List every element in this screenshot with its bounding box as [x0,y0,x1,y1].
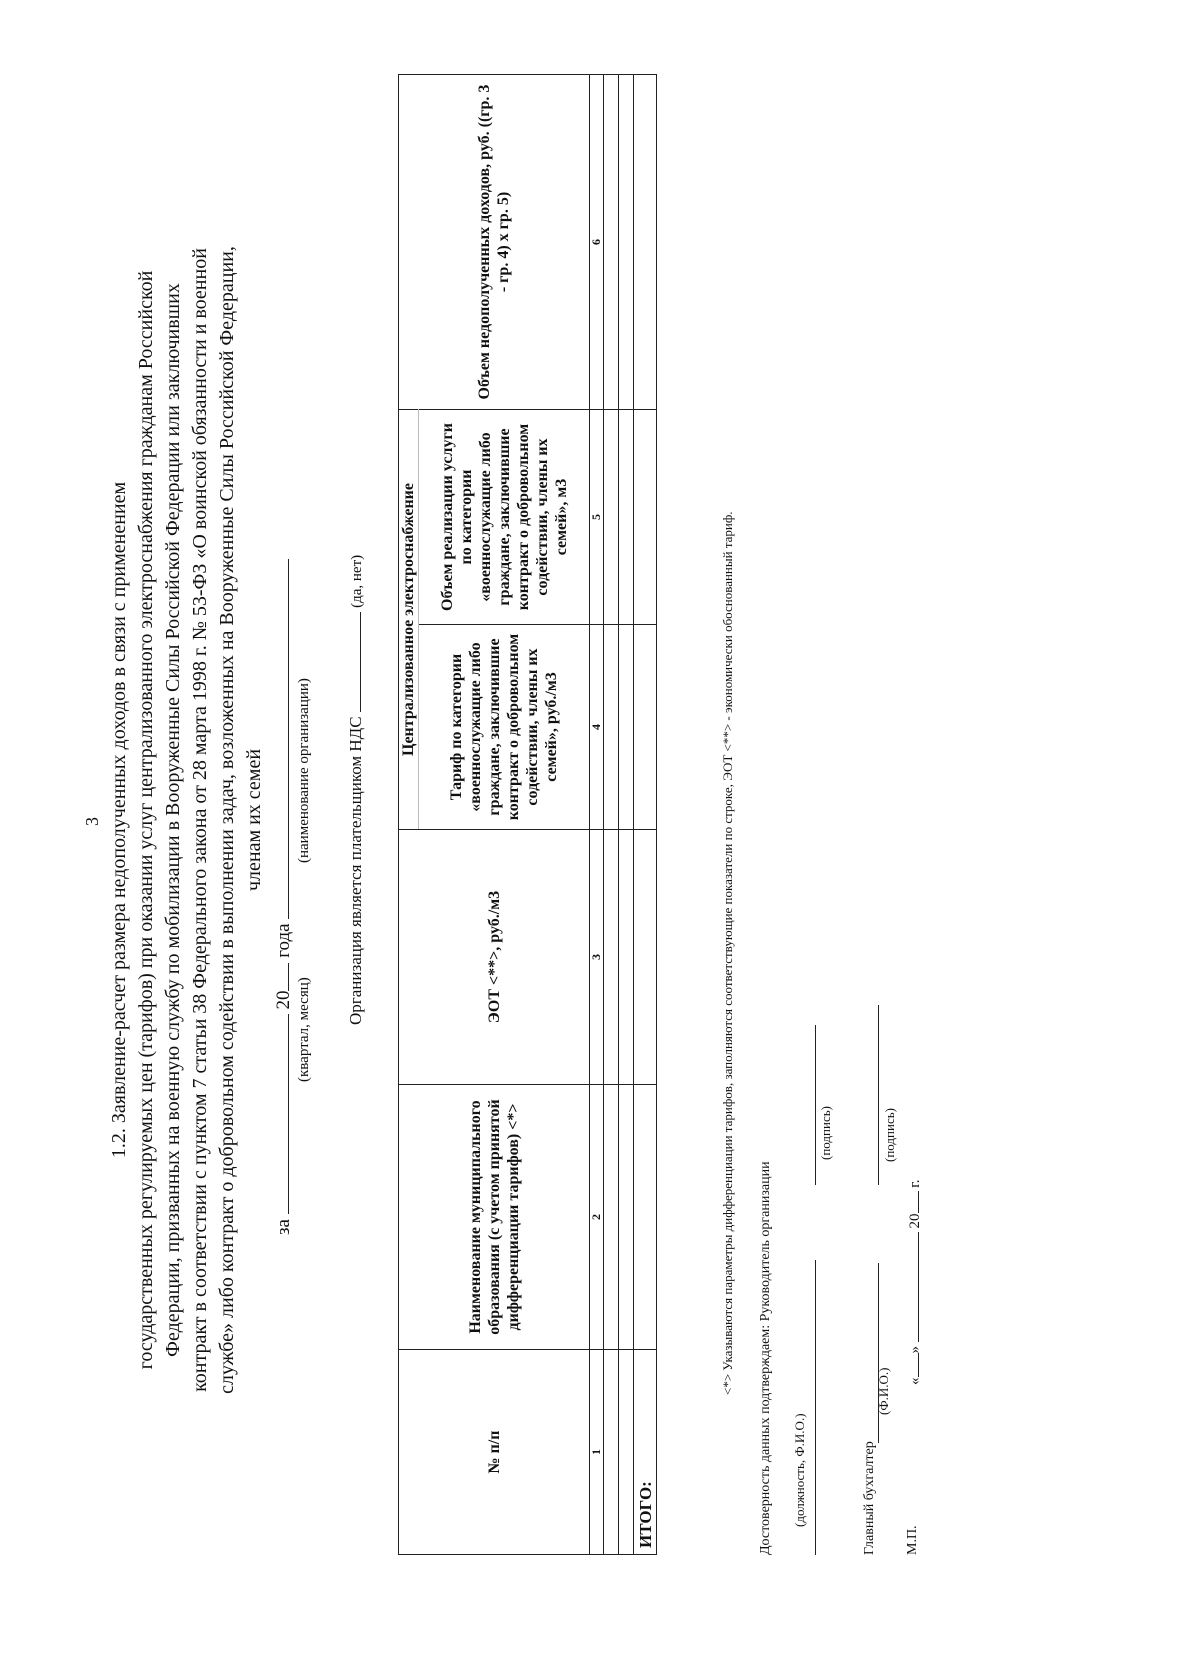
date-year-field[interactable] [902,1192,919,1214]
table-cell[interactable] [619,625,634,830]
table-cell[interactable] [634,625,657,830]
year-suffix: года [273,923,294,958]
page-number: 3 [82,817,102,826]
month-field[interactable] [902,1232,919,1342]
table-cell[interactable] [619,1085,634,1350]
heading-line: 1.2. Заявление-расчет размера недополученных доходов в связи с применением [108,481,130,1159]
accountant-name-line[interactable] [878,1263,879,1443]
position-hint: (должность, Ф.И.О.) [792,1413,807,1527]
fio-hint: (Ф.И.О.) [876,1367,891,1415]
period-line [272,559,295,1235]
column-number-row [590,75,604,1555]
position-line[interactable] [815,1260,816,1555]
calculation-table [398,74,657,1555]
table-cell[interactable] [604,830,619,1085]
table-cell[interactable] [634,830,657,1085]
column-number: 5 [590,410,604,625]
year-field[interactable] [272,963,289,991]
date-line [902,1180,924,1385]
table-cell[interactable] [634,75,657,410]
heading-line: членам их семей [243,748,265,892]
heading-line: контракт в соответствии с пунктом 7 статьи 38 Федерального закона от 28 марта 1998 г. № 53-ФЗ «О воинской обязанности и военной [189,248,211,1392]
table-cell[interactable] [619,410,634,625]
total-row [634,75,657,1555]
date-open-quote: « [907,1377,923,1385]
header-col-3: ЭОТ <**>, руб./м3 [399,830,590,1085]
heading-line: службе» либо контракт о добровольном содействии в выполнении задач, возложенных на Вооруженные Силы Российской Федерации, [216,246,238,1394]
accountant-signature-line[interactable] [878,1005,879,1185]
period-prefix: за [273,1219,294,1235]
date-year: 20 [907,1213,923,1229]
data-row [604,75,619,1555]
organization-hint: (наименование организации) [296,678,312,863]
column-number: 3 [590,830,604,1085]
day-field[interactable] [902,1354,919,1378]
signature-hint: (подпись) [818,1106,833,1160]
vat-line [344,555,366,1025]
header-row [399,75,419,1555]
rotated-sheet [82,75,1132,1565]
table-cell[interactable] [604,625,619,830]
header-col-1: № п/п [399,1350,590,1555]
table-cell[interactable] [619,1350,634,1555]
header-col-6: Объем недополученных доходов, руб. ((гр. 3 - гр. 4) x гр. 5) [399,75,590,410]
header-col-4: Тариф по категории «военнослужащие либо граждане, заключившие контракт о добровольном содействии, члены их семей», руб./м3 [419,625,590,830]
header-col-2: Наименование муниципального образования (с учетом принятой дифференциации тарифов) <*> [399,1085,590,1350]
verification-text: Достоверность данных подтверждаем: Руководитель организации [758,1161,773,1555]
vat-hint: (да, нет) [349,554,365,608]
document-heading [106,85,268,1555]
heading-line: Федерации, призванных на военную службу по мобилизации в Вооруженные Силы Российской Федерации или заключивших [162,283,184,1357]
vat-field[interactable] [344,612,361,712]
period-hint: (квартал, месяц) [296,977,312,1082]
signature-hint: (подпись) [882,1108,897,1162]
date-close-quote: » [907,1346,923,1354]
table-cell[interactable] [634,410,657,625]
stamp-label: М.П. [905,1525,920,1555]
table-cell[interactable] [604,410,619,625]
heading-line: государственных регулируемых цен (тарифов) при оказании услуг централизованного электроснабжения гражданам Российской [135,270,157,1370]
column-number: 4 [590,625,604,830]
total-label: ИТОГО: [634,1350,657,1555]
date-suffix: г. [907,1179,923,1188]
table-cell[interactable] [604,1085,619,1350]
data-row [619,75,634,1555]
footnote: <*> Указываются параметры дифференциации тарифов, заполняются соответствующие показатели по строке, ЭОТ <**> - экономически обоснованный тариф. [720,511,735,1395]
header-group: Централизованное электроснабжение [399,410,419,830]
column-number: 2 [590,1085,604,1350]
table-cell[interactable] [634,1085,657,1350]
column-number: 1 [590,1350,604,1555]
year-prefix: 20 [273,990,294,1010]
table-cell[interactable] [619,830,634,1085]
header-col-5: Объем реализации услуги по категории «военнослужащие либо граждане, заключившие контракт о добровольном содействии, члены их семей», м3 [419,410,590,625]
chief-accountant-label: Главный бухгалтер [862,1441,877,1555]
table-cell[interactable] [604,75,619,410]
table-cell[interactable] [604,1350,619,1555]
vat-label: Организация является плательщиком НДС [346,716,365,1025]
period-field[interactable] [272,1014,289,1214]
signature-line[interactable] [815,1025,816,1185]
column-number: 6 [590,75,604,410]
organization-field[interactable] [272,559,289,919]
table-cell[interactable] [619,75,634,410]
